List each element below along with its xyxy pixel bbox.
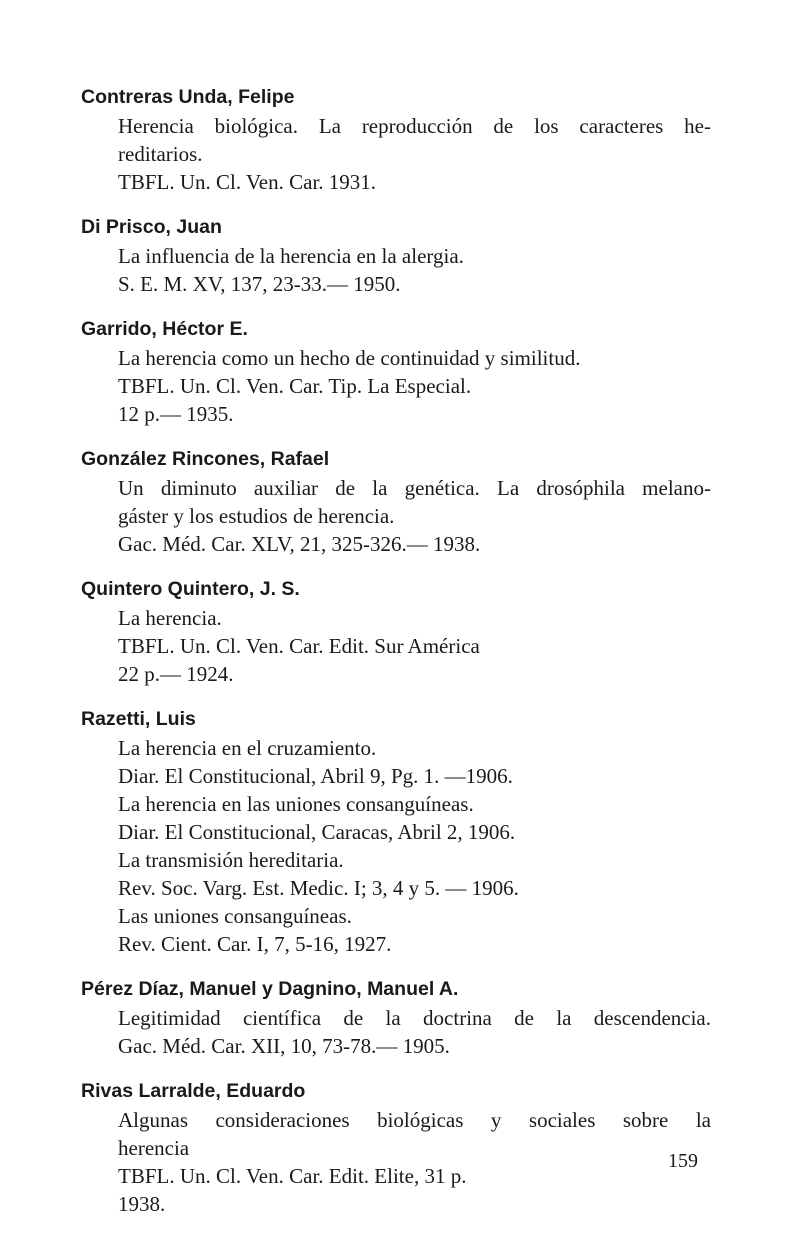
- entry-author: Rivas Larralde, Eduardo: [81, 1080, 306, 1102]
- entry-line: La transmisión hereditaria.: [118, 848, 344, 872]
- entry-citation: 22 p.— 1924.: [118, 662, 234, 686]
- bibliography-entry: [81, 974, 711, 1060]
- entry-author: Contreras Unda, Felipe: [81, 86, 295, 108]
- entry-line: La herencia.: [118, 606, 222, 630]
- entry-author: González Rincones, Rafael: [81, 448, 330, 470]
- entry-line: La herencia en el cruzamiento.: [118, 736, 377, 760]
- page-number: 159: [668, 1150, 698, 1172]
- entry-line: herencia: [118, 1136, 190, 1160]
- entry-line: Algunas consideraciones biológicas y sociales sobre la: [118, 1108, 711, 1132]
- bibliography-entry: [81, 444, 711, 558]
- entry-citation: Diar. El Constitucional, Caracas, Abril 2, 1906.: [118, 820, 516, 844]
- entry-author: Pérez Díaz, Manuel y Dagnino, Manuel A.: [81, 978, 459, 1000]
- entry-citation: TBFL. Un. Cl. Ven. Car. Edit. Sur América: [118, 634, 480, 658]
- entry-citation: 1938.: [118, 1192, 166, 1216]
- entry-line: La herencia en las uniones consanguíneas.: [118, 792, 474, 816]
- entry-citation: TBFL. Un. Cl. Ven. Car. Edit. Elite, 31 p.: [118, 1164, 467, 1188]
- bibliography-entry: [81, 82, 711, 196]
- entry-line: Un diminuto auxiliar de la genética. La drosóphila melano-: [118, 476, 711, 500]
- entry-author: Di Prisco, Juan: [81, 216, 222, 238]
- entry-citation: Gac. Méd. Car. XII, 10, 73-78.— 1905.: [118, 1034, 450, 1058]
- bibliography-entry: [81, 314, 711, 428]
- entry-line: gáster y los estudios de herencia.: [118, 504, 395, 528]
- entry-line: Las uniones consanguíneas.: [118, 904, 352, 928]
- bibliography-entry: [81, 574, 711, 688]
- entry-line: La influencia de la herencia en la alergia.: [118, 244, 464, 268]
- entry-citation: S. E. M. XV, 137, 23-33.— 1950.: [118, 272, 401, 296]
- entry-citation: Diar. El Constitucional, Abril 9, Pg. 1. —1906.: [118, 764, 513, 788]
- entry-line: Legitimidad científica de la doctrina de la descendencia.: [118, 1006, 711, 1030]
- entry-line: La herencia como un hecho de continuidad y similitud.: [118, 346, 581, 370]
- entry-citation: Gac. Méd. Car. XLV, 21, 325-326.— 1938.: [118, 532, 481, 556]
- bibliography-entry: [81, 212, 711, 298]
- entry-author: Razetti, Luis: [81, 708, 196, 730]
- entry-citation: TBFL. Un. Cl. Ven. Car. 1931.: [118, 170, 377, 194]
- entry-citation: TBFL. Un. Cl. Ven. Car. Tip. La Especial.: [118, 374, 472, 398]
- entry-line: Herencia biológica. La reproducción de los caracteres he-: [118, 114, 711, 138]
- bibliography-page: [81, 82, 711, 1234]
- entry-line: reditarios.: [118, 142, 203, 166]
- entry-author: Quintero Quintero, J. S.: [81, 578, 300, 600]
- bibliography-entry: [81, 1076, 711, 1218]
- entry-citation: Rev. Cient. Car. I, 7, 5-16, 1927.: [118, 932, 392, 956]
- entry-author: Garrido, Héctor E.: [81, 318, 248, 340]
- entry-citation: Rev. Soc. Varg. Est. Medic. I; 3, 4 y 5. — 1906.: [118, 876, 519, 900]
- bibliography-entry: [81, 704, 711, 958]
- entry-citation: 12 p.— 1935.: [118, 402, 234, 426]
